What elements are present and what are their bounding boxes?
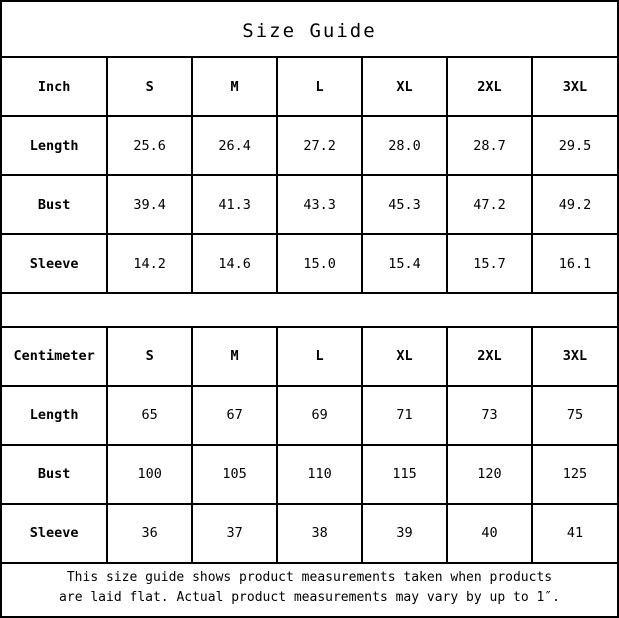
cell-length-l: 27.2	[277, 116, 362, 175]
cell-length-3xl: 75	[532, 386, 617, 445]
row-label-length: Length	[2, 116, 107, 175]
cell-sleeve-s: 14.2	[107, 234, 192, 293]
row-label-bust: Bust	[2, 175, 107, 234]
cell-bust-l: 43.3	[277, 175, 362, 234]
cell-length-l: 69	[277, 386, 362, 445]
cell-sleeve-l: 38	[277, 504, 362, 563]
cell-length-2xl: 28.7	[447, 116, 532, 175]
size-table-inch	[2, 56, 617, 294]
cell-bust-3xl: 125	[532, 445, 617, 504]
cell-bust-m: 41.3	[192, 175, 277, 234]
cell-length-2xl: 73	[447, 386, 532, 445]
cell-sleeve-m: 37	[192, 504, 277, 563]
footer-note-line1: This size guide shows product measurements taken when products	[66, 569, 553, 585]
cell-sleeve-2xl: 15.7	[447, 234, 532, 293]
table-row	[2, 175, 617, 234]
cell-sleeve-m: 14.6	[192, 234, 277, 293]
cell-sleeve-l: 15.0	[277, 234, 362, 293]
size-header-l: L	[277, 57, 362, 116]
table-row	[2, 386, 617, 445]
size-header-xl: XL	[362, 57, 447, 116]
table-row	[2, 116, 617, 175]
size-header-3xl: 3XL	[532, 57, 617, 116]
size-header-2xl: 2XL	[447, 327, 532, 386]
cell-bust-xl: 45.3	[362, 175, 447, 234]
table-header-row	[2, 57, 617, 116]
table-row	[2, 445, 617, 504]
cell-length-3xl: 29.5	[532, 116, 617, 175]
cell-bust-2xl: 47.2	[447, 175, 532, 234]
cell-sleeve-xl: 39	[362, 504, 447, 563]
cell-sleeve-s: 36	[107, 504, 192, 563]
size-header-l: L	[277, 327, 362, 386]
size-header-3xl: 3XL	[532, 327, 617, 386]
size-table-centimeter	[2, 326, 617, 564]
cell-length-xl: 71	[362, 386, 447, 445]
cell-length-m: 67	[192, 386, 277, 445]
row-label-sleeve: Sleeve	[2, 234, 107, 293]
unit-label-centimeter: Centimeter	[2, 327, 107, 386]
cell-length-s: 25.6	[107, 116, 192, 175]
cell-length-s: 65	[107, 386, 192, 445]
row-label-length: Length	[2, 386, 107, 445]
cell-bust-3xl: 49.2	[532, 175, 617, 234]
cell-bust-m: 105	[192, 445, 277, 504]
table-row	[2, 504, 617, 563]
cell-bust-xl: 115	[362, 445, 447, 504]
row-label-bust: Bust	[2, 445, 107, 504]
cell-bust-2xl: 120	[447, 445, 532, 504]
footer-note	[2, 564, 617, 616]
cell-bust-s: 100	[107, 445, 192, 504]
table-gap-divider	[2, 294, 617, 326]
cell-bust-l: 110	[277, 445, 362, 504]
size-header-m: M	[192, 57, 277, 116]
size-header-s: S	[107, 57, 192, 116]
cell-length-m: 26.4	[192, 116, 277, 175]
size-header-m: M	[192, 327, 277, 386]
table-header-row	[2, 327, 617, 386]
page-title: Size Guide	[242, 20, 377, 42]
cell-bust-s: 39.4	[107, 175, 192, 234]
size-header-2xl: 2XL	[447, 57, 532, 116]
footer-note-line2: are laid flat. Actual product measurements may vary by up to 1″.	[59, 589, 560, 605]
table-row	[2, 234, 617, 293]
cell-sleeve-xl: 15.4	[362, 234, 447, 293]
unit-label-inch: Inch	[2, 57, 107, 116]
cell-sleeve-3xl: 41	[532, 504, 617, 563]
size-header-xl: XL	[362, 327, 447, 386]
row-label-sleeve: Sleeve	[2, 504, 107, 563]
cell-sleeve-3xl: 16.1	[532, 234, 617, 293]
cell-length-xl: 28.0	[362, 116, 447, 175]
size-header-s: S	[107, 327, 192, 386]
cell-sleeve-2xl: 40	[447, 504, 532, 563]
